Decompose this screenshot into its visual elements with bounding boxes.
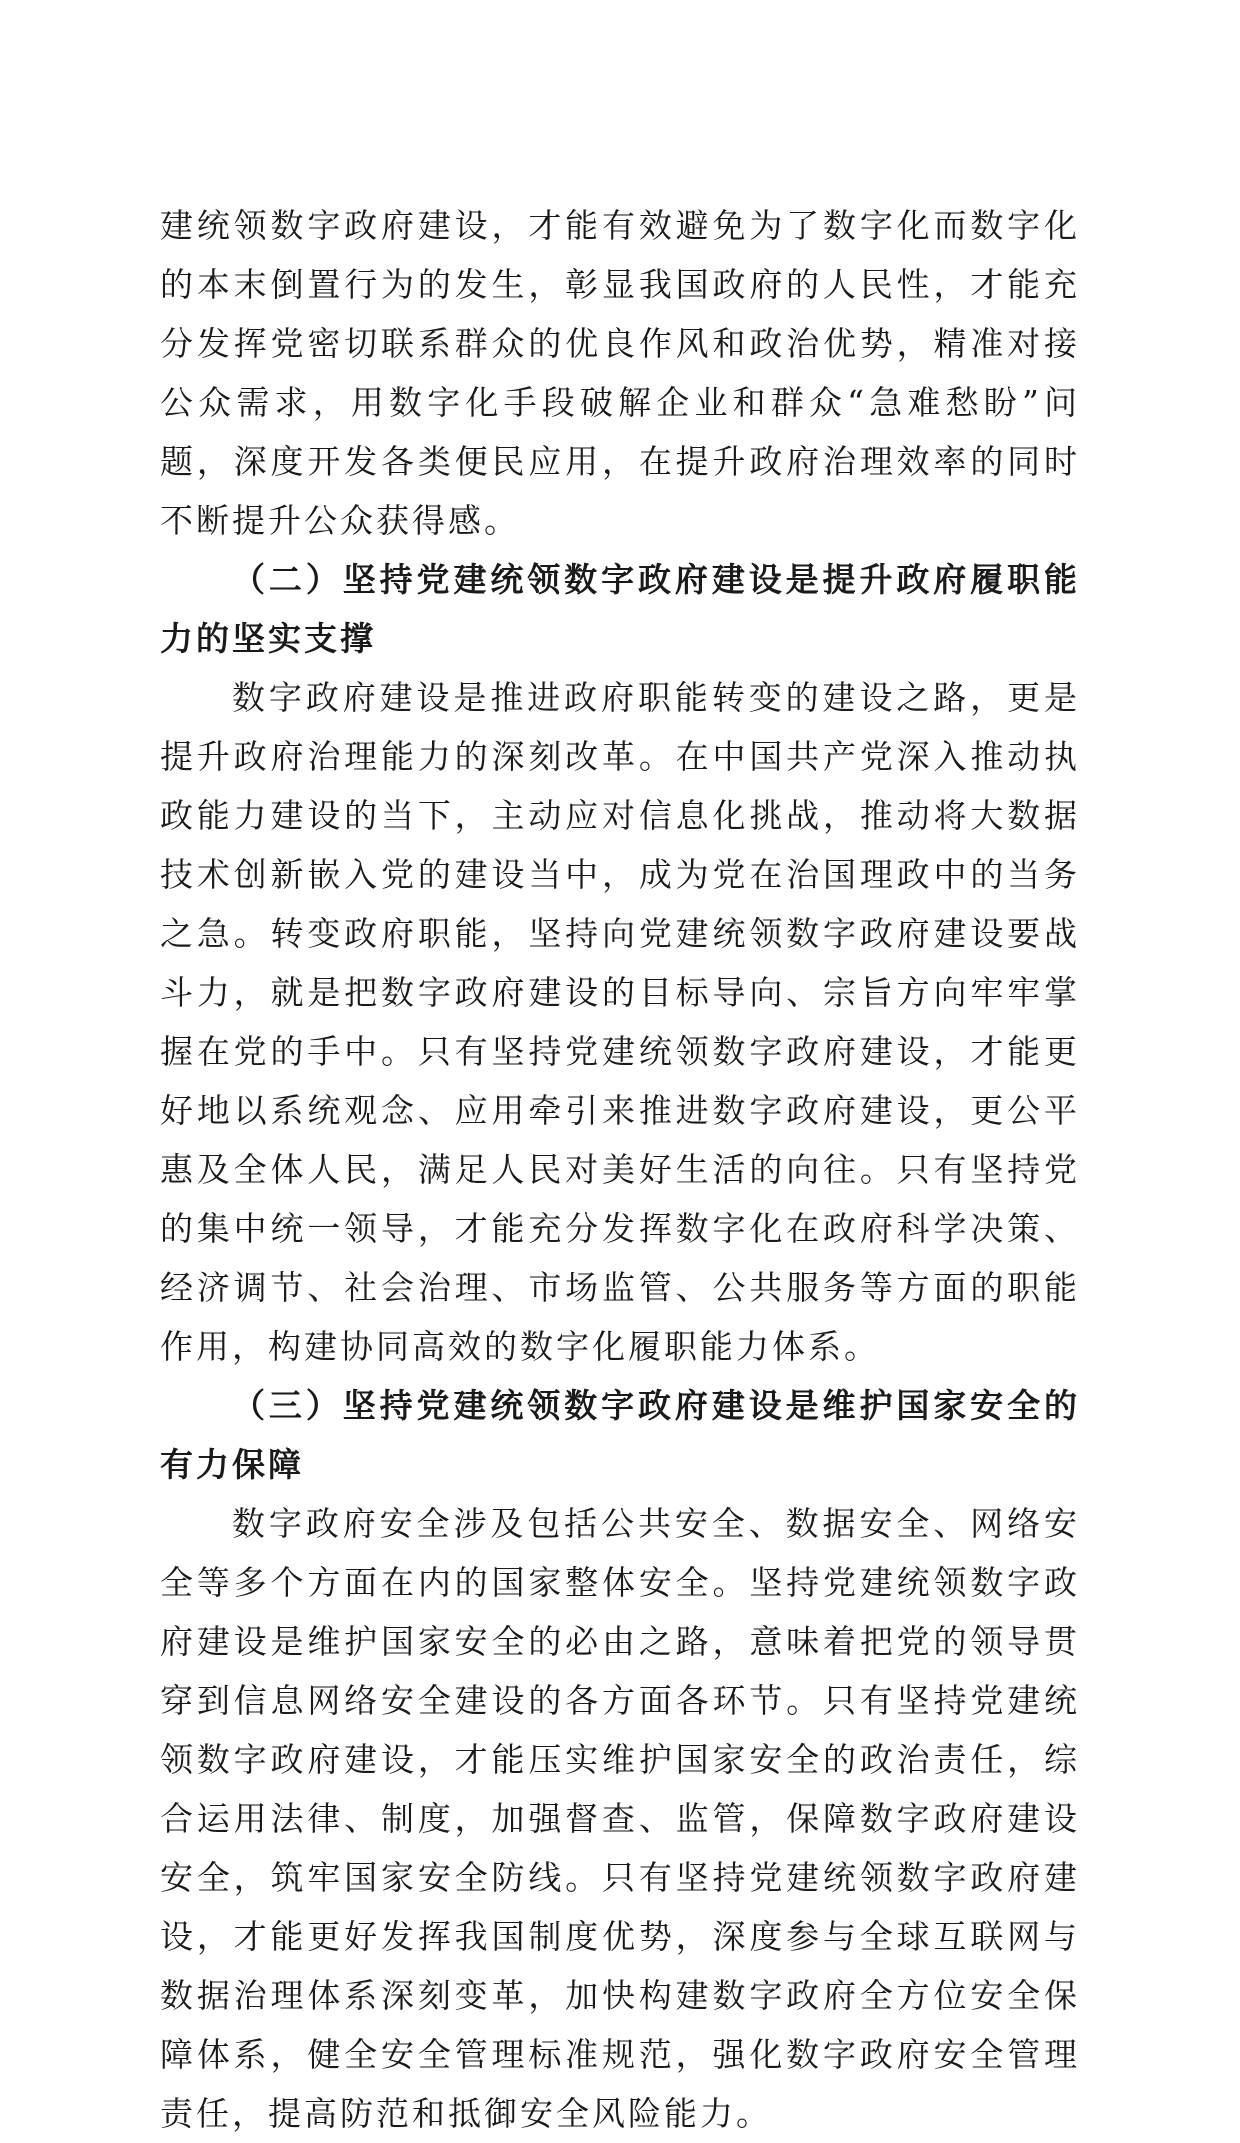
document-page	[160, 196, 1080, 2143]
section-body: 数字政府安全涉及包括公共安全、数据安全、网络安全等多个方面在内的国家整体安全。坚持党建统领数字政府建设是维护国家安全的必由之路，意味着把党的领导贯穿到信息网络安全建设的各方面各环节。只有坚持党建统领数字政府建设，才能压实维护国家安全的政治责任，综合运用法律、制度，加强督查、监管，保障数字政府建设安全，筑牢国家安全防线。只有坚持党建统领数字政府建设，才能更好发挥我国制度优势，深度参与全球互联网与数据治理体系深刻变革，加快构建数字政府全方位安全保障体系，健全安全管理标准规范，强化数字政府安全管理责任，提高防范和抵御安全风险能力。	[160, 1504, 1080, 2133]
section-heading: （三）坚持党建统领数字政府建设是维护国家安全的有力保障	[160, 1386, 1080, 1484]
intro-paragraph: 建统领数字政府建设，才能有效避免为了数字化而数字化的本末倒置行为的发生，彰显我国政府的人民性，才能充分发挥党密切联系群众的优良作风和政治优势，精准对接公众需求，用数字化手段破解企业和群众“急难愁盼”问题，深度开发各类便民应用，在提升政府治理效率的同时不断提升公众获得感。	[160, 206, 1080, 540]
section-heading: （二）坚持党建统领数字政府建设是提升政府履职能力的坚实支撑	[160, 560, 1080, 658]
section-body: 数字政府建设是推进政府职能转变的建设之路，更是提升政府治理能力的深刻改革。在中国共产党深入推动执政能力建设的当下，主动应对信息化挑战，推动将大数据技术创新嵌入党的建设当中，成为党在治国理政中的当务之急。转变政府职能，坚持向党建统领数字政府建设要战斗力，就是把数字政府建设的目标导向、宗旨方向牢牢掌握在党的手中。只有坚持党建统领数字政府建设，才能更好地以系统观念、应用牵引来推进数字政府建设，更公平惠及全体人民，满足人民对美好生活的向往。只有坚持党的集中统一领导，才能充分发挥数字化在政府科学决策、经济调节、社会治理、市场监管、公共服务等方面的职能作用，构建协同高效的数字化履职能力体系。	[160, 678, 1080, 1366]
